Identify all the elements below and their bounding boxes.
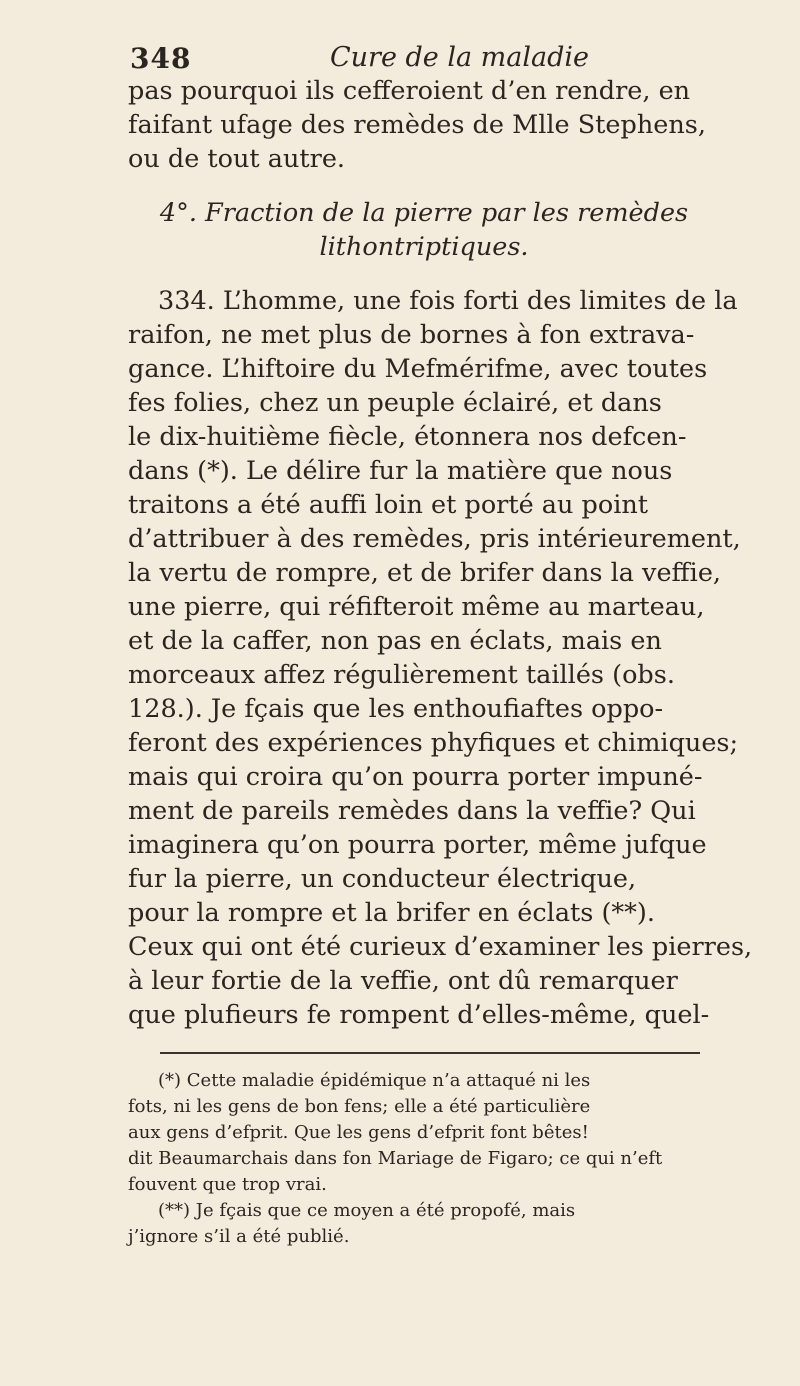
text-line: imaginera qu’on pourra porter, même jufque xyxy=(128,830,707,860)
text-line: 334. L’homme, une fois forti des limites de la xyxy=(158,286,738,316)
text-line: ou de tout autre. xyxy=(128,144,346,174)
footnote-divider xyxy=(160,1052,700,1054)
text-line: que plufieurs fe rompent d’elles-même, quel- xyxy=(128,1000,710,1030)
text-line: et de la caffer, non pas en éclats, mais en xyxy=(128,626,662,656)
text-line: fes folies, chez un peuple éclairé, et dans xyxy=(128,388,662,418)
text-line: une pierre, qui réfifteroit même au marteau, xyxy=(128,592,705,622)
footnote-line: dit Beaumarchais dans fon Mariage de Figaro; ce qui n’eft xyxy=(128,1148,663,1169)
footnote-line: (**) Je fçais que ce moyen a été propofé, mais xyxy=(158,1200,576,1221)
text-line: la vertu de rompre, et de brifer dans la veffie, xyxy=(128,558,722,588)
page-number: 348 xyxy=(130,42,192,75)
text-line: mais qui croira qu’on pourra porter impuné- xyxy=(128,762,703,792)
section-heading: 4°. Fraction de la pierre par les remèdes xyxy=(159,198,689,228)
text-line: 128.). Je fçais que les enthoufiaftes oppo- xyxy=(128,694,664,724)
text-line: dans (*). Le délire fur la matière que nous xyxy=(128,456,673,486)
running-title: Cure de la maladie xyxy=(330,42,590,73)
text-line: ment de pareils remèdes dans la veffie? Qui xyxy=(128,796,696,826)
text-line: traitons a été auffi loin et porté au point xyxy=(128,490,649,520)
footnote-line: aux gens d’efprit. Que les gens d’efprit font bêtes! xyxy=(128,1122,589,1143)
text-line: faifant ufage des remèdes de Mlle Stephens, xyxy=(128,110,706,140)
footnote-line: j’ignore s’il a été publié. xyxy=(128,1226,350,1247)
text-line: fur la pierre, un conducteur électrique, xyxy=(128,864,637,894)
text-line: feront des expériences phyfiques et chimiques; xyxy=(128,728,739,758)
footnote-line: (*) Cette maladie épidémique n’a attaqué ni les xyxy=(158,1070,591,1091)
footnote-line: fouvent que trop vrai. xyxy=(128,1174,327,1195)
section-heading-continued: lithontriptiques. xyxy=(319,232,529,262)
text-line: raifon, ne met plus de bornes à fon extrava- xyxy=(128,320,695,350)
text-line: d’attribuer à des remèdes, pris intérieurement, xyxy=(128,524,741,554)
text-line: le dix-huitième fiècle, étonnera nos defcen- xyxy=(128,422,687,452)
text-line: morceaux affez régulièrement taillés (obs. xyxy=(128,660,675,690)
text-line: pas pourquoi ils cefferoient d’en rendre, en xyxy=(128,76,691,106)
footnote-line: fots, ni les gens de bon fens; elle a été particulière xyxy=(128,1096,591,1117)
text-line: Ceux qui ont été curieux d’examiner les pierres, xyxy=(128,932,753,962)
text-line: à leur fortie de la veffie, ont dû remarquer xyxy=(128,966,678,996)
text-line: pour la rompre et la brifer en éclats (**). xyxy=(128,898,655,928)
text-line: gance. L’hiftoire du Mefmérifme, avec toutes xyxy=(128,354,708,384)
